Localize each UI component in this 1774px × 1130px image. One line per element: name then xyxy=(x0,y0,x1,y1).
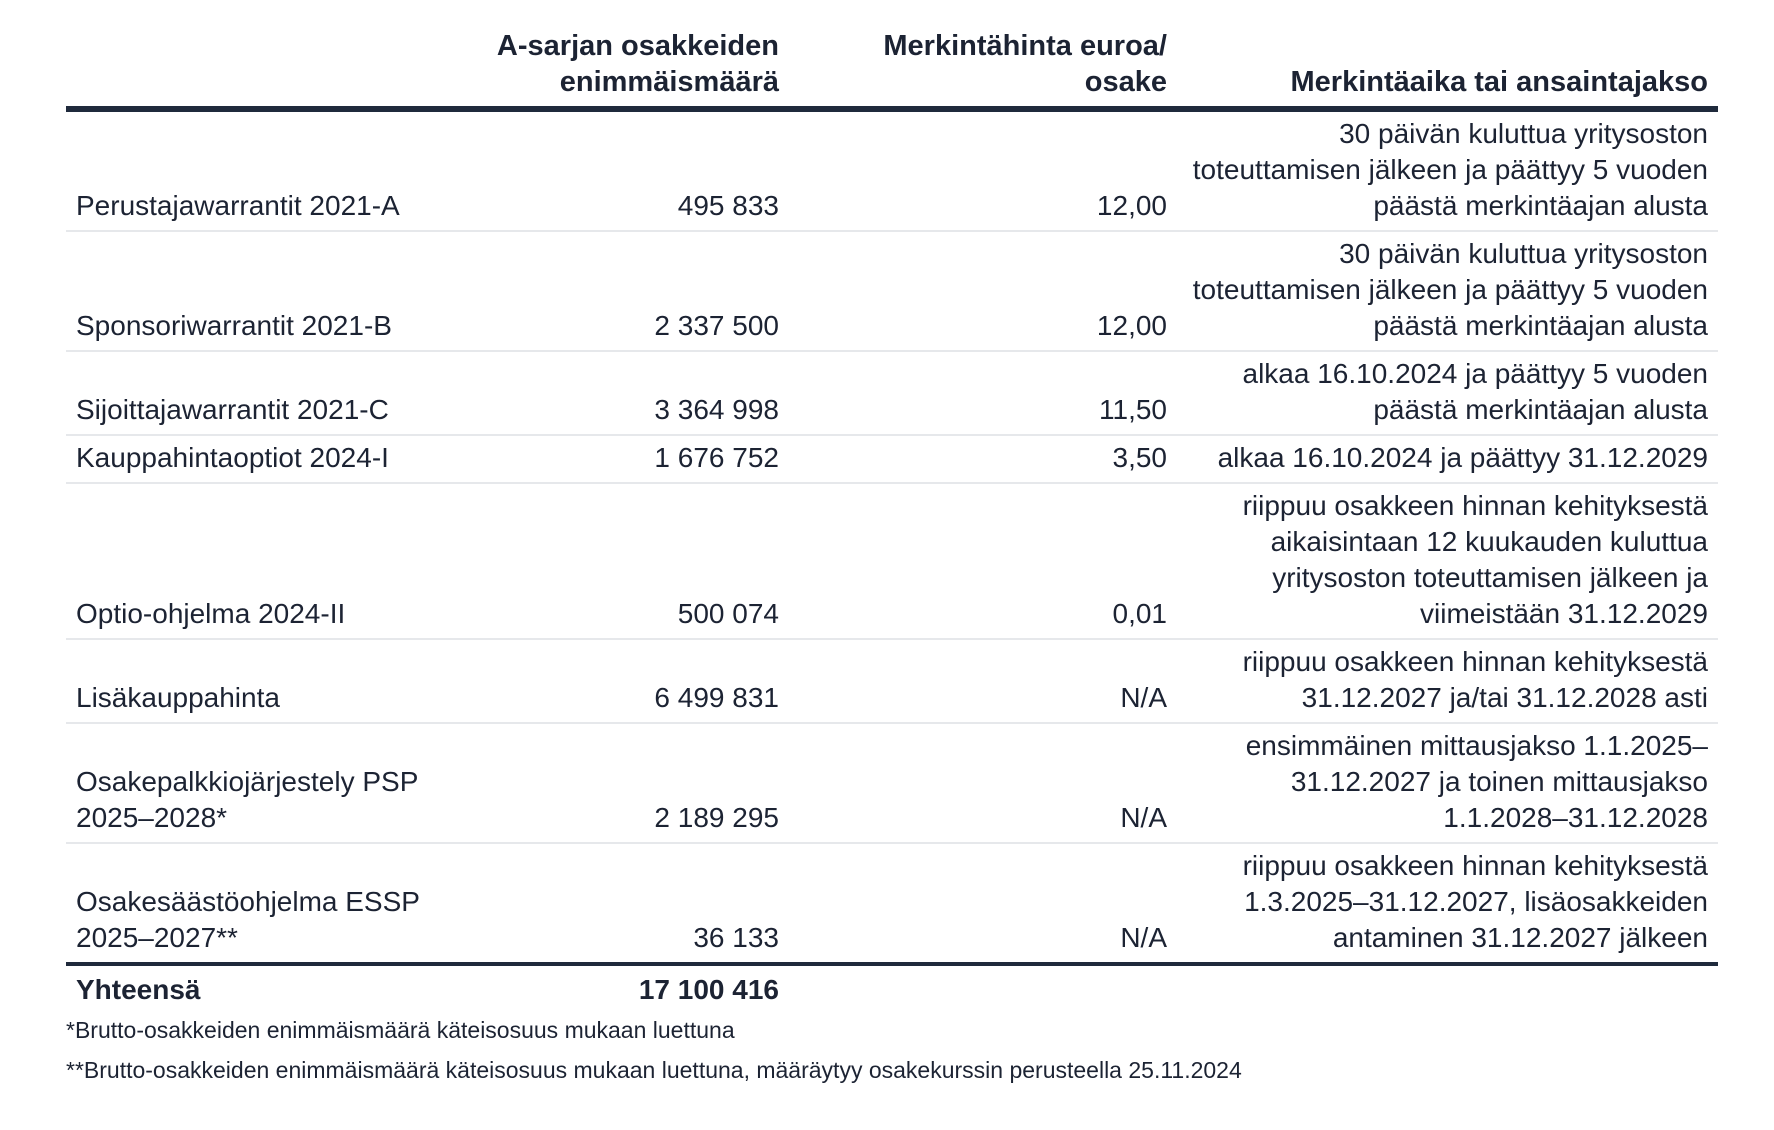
row-name: Sponsoriwarrantit 2021-B xyxy=(66,231,456,351)
row-max-shares: 2 337 500 xyxy=(456,231,789,351)
share-instruments-table xyxy=(66,28,1718,1008)
table-row xyxy=(66,351,1718,435)
header-max-shares: A-sarjan osakkeiden enimmäismäärä xyxy=(456,28,789,109)
footnote-2: **Brutto-osakkeiden enimmäismäärä käteisosuus mukaan luettuna, määräytyy osakekurssin perusteella 25.11.2024 xyxy=(66,1057,1242,1083)
row-period: riippuu osakkeen hinnan kehityksestä aikaisintaan 12 kuukauden kuluttua yritysoston toteuttamisen jälkeen ja viimeistään 31.12.2029 xyxy=(1177,483,1718,639)
row-price: N/A xyxy=(789,723,1177,843)
total-empty-cell xyxy=(1177,964,1718,1008)
row-max-shares: 3 364 998 xyxy=(456,351,789,435)
total-value: 17 100 416 xyxy=(638,974,779,1005)
table-body xyxy=(66,109,1718,964)
header-price: Merkintähinta euroa/ osake xyxy=(789,28,1177,109)
row-max-shares: 2 189 295 xyxy=(456,723,789,843)
header-row xyxy=(66,28,1718,109)
row-name: Osakesäästöohjelma ESSP 2025–2027** xyxy=(66,843,456,964)
table-row xyxy=(66,843,1718,964)
table-row xyxy=(66,109,1718,231)
row-name: Osakepalkkiojärjestely PSP 2025–2028* xyxy=(66,723,456,843)
row-price: 11,50 xyxy=(789,351,1177,435)
row-name: Sijoittajawarrantit 2021-C xyxy=(66,351,456,435)
row-price: N/A xyxy=(789,639,1177,723)
row-max-shares: 1 676 752 xyxy=(456,435,789,483)
row-price: 12,00 xyxy=(789,109,1177,231)
row-price: 0,01 xyxy=(789,483,1177,639)
row-period: ensimmäinen mittausjakso 1.1.2025–31.12.2027 ja toinen mittausjakso 1.1.2028–31.12.2028 xyxy=(1177,723,1718,843)
row-name: Perustajawarrantit 2021-A xyxy=(66,109,456,231)
row-max-shares: 495 833 xyxy=(456,109,789,231)
footnote-1: *Brutto-osakkeiden enimmäismäärä käteisosuus mukaan luettuna xyxy=(66,1017,735,1043)
header-period: Merkintäaika tai ansaintajakso xyxy=(1177,28,1718,109)
table-row xyxy=(66,723,1718,843)
total-empty-cell xyxy=(789,964,1177,1008)
row-period: 30 päivän kuluttua yritysoston toteuttamisen jälkeen ja päättyy 5 vuoden päästä merkintäajan alusta xyxy=(1177,109,1718,231)
row-max-shares: 500 074 xyxy=(456,483,789,639)
row-period: 30 päivän kuluttua yritysoston toteuttamisen jälkeen ja päättyy 5 vuoden päästä merkintäajan alusta xyxy=(1177,231,1718,351)
table-footer xyxy=(66,964,1718,1008)
table-row xyxy=(66,483,1718,639)
table-row xyxy=(66,639,1718,723)
row-max-shares: 6 499 831 xyxy=(456,639,789,723)
row-name: Kauppahintaoptiot 2024-I xyxy=(66,435,456,483)
row-price: 12,00 xyxy=(789,231,1177,351)
row-period: alkaa 16.10.2024 ja päättyy 5 vuoden päästä merkintäajan alusta xyxy=(1177,351,1718,435)
row-price: 3,50 xyxy=(789,435,1177,483)
footnotes xyxy=(66,1016,1718,1096)
row-name: Optio-ohjelma 2024-II xyxy=(66,483,456,639)
table-header xyxy=(66,28,1718,109)
header-name xyxy=(66,28,456,109)
table-row xyxy=(66,435,1718,483)
row-name: Lisäkauppahinta xyxy=(66,639,456,723)
row-period: riippuu osakkeen hinnan kehityksestä 31.12.2027 ja/tai 31.12.2028 asti xyxy=(1177,639,1718,723)
row-price: N/A xyxy=(789,843,1177,964)
row-max-shares: 36 133 xyxy=(456,843,789,964)
total-row xyxy=(66,964,1718,1008)
total-label: Yhteensä xyxy=(76,974,201,1005)
row-period: riippuu osakkeen hinnan kehityksestä 1.3.2025–31.12.2027, lisäosakkeiden antaminen 31.12.2027 jälkeen xyxy=(1177,843,1718,964)
row-period: alkaa 16.10.2024 ja päättyy 31.12.2029 xyxy=(1177,435,1718,483)
table-row xyxy=(66,231,1718,351)
